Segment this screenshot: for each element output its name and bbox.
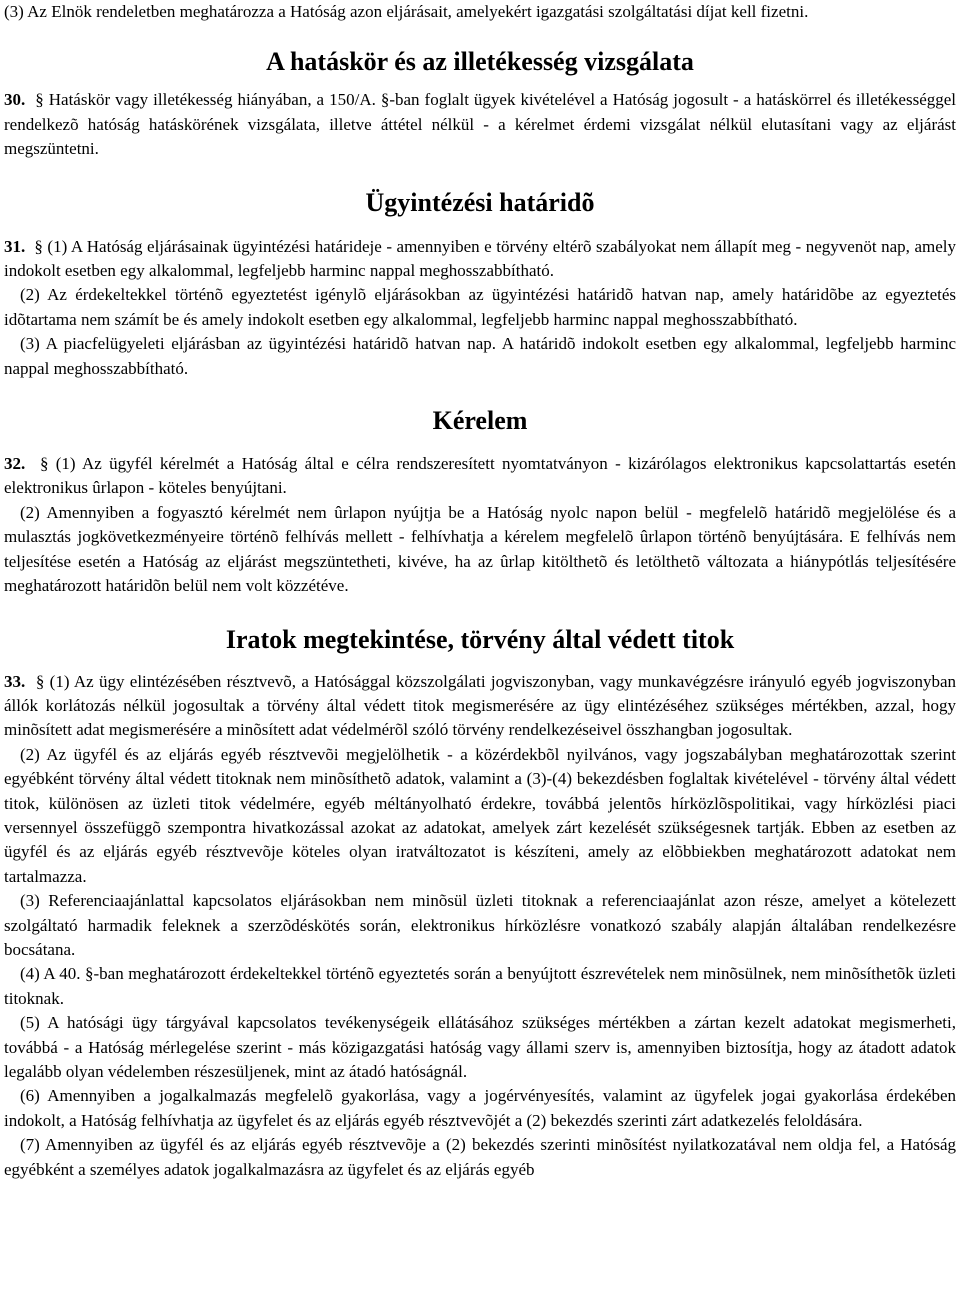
section-31-paragraph-3: (3) A piacfelügyeleti eljárásban az ügyintézési határidõ hatvan nap. A határidõ indokolt esetben egy alkalommal, legfeljebb harminc nappal meghosszabbítható. [4, 334, 956, 378]
section-31-paragraph-2: (2) Az érdekeltekkel történõ egyeztetést igénylõ eljárásokban az ügyintézési határidõ hatvan nap, amely határidõbe az egyeztetés idõtartama nem számít be és amely indokolt esetben egy alkalommal, legfeljebb harminc nappal meghosszabbítható. [4, 285, 956, 329]
section-31-p1-text: § (1) A Hatóság eljárásainak ügyintézési határideje - amennyiben e törvény eltérõ szabályokat nem állapít meg - negyvenöt nap, amely indokolt esetben egy alkalommal, legfeljebb harminc nappal meghosszabbítható. [4, 236, 957, 281]
section-30 [4, 88, 956, 161]
section-31-paragraph-1 [4, 235, 956, 284]
paragraph-fee-decree: (3) Az Elnök rendeletben meghatározza a Hatóság azon eljárásait, amelyekért igazgatási szolgáltatási díjat kell fizetni. [4, 2, 809, 21]
heading-document-access: Iratok megtekintése, törvény által védett titok [225, 624, 735, 654]
heading-jurisdiction: A hatáskör és az illetékesség vizsgálata [266, 47, 694, 77]
section-32-paragraph-2: (2) Amennyiben a fogyasztó kérelmét nem ûrlapon nyújtja be a Hatóság nyolc napon belül - megfelelõ határidõ megjelölése és a mulasztás jogkövetkezményeire történõ felhívás mellett - felhívhatja a kérelem megfelelõ ûrlapon történõ benyújtására. E felhívás nem teljesítése esetén a Hatóság az eljárást megszüntetheti, kivéve, ha az ûrlap kitölthetõ és letölthetõ változata a hiánypótlás teljesítésére meghatározott határidõn belül nem volt közzétéve. [4, 502, 956, 596]
section-33-paragraph-3: (3) Referenciaajánlattal kapcsolatos eljárásokban nem minõsül üzleti titoknak a referenciaajánlat azon része, amelyet a kötelezett szolgáltató harmadik feleknek a szerzõdéskötés során, elektronikus hírközlésre vonatkozó szabály alapján általában rendelkezésre bocsátana. [4, 891, 956, 959]
section-33-p1-text: § (1) Az ügy elintézésében résztvevõ, a Hatósággal közszolgálati jogviszonyban, vagy munkavégzésre irányuló egyéb jogviszonyban állók korlátozás nélkül jogosultak a törvény által védett titok megismerésére az ügy elintézéséhez szükséges mértékben, azzal, hogy minõsített adat megismerésére a minõsített adat védelmérõl szóló törvény rendelkezéseivel összhangban jogosultak. [4, 671, 957, 740]
section-32-paragraph-1 [4, 452, 956, 501]
section-32-p1-text: § (1) Az ügyfél kérelmét a Hatóság által e célra rendszeresített nyomtatványon - kizárólagos elektronikus kapcsolattartás esetén elektronikus ûrlapon - köteles benyújtani. [4, 454, 956, 498]
section-33-paragraph-5: (5) A hatósági ügy tárgyával kapcsolatos tevékenységeik ellátásához szükséges mértékben a zártan kezelt adatokat megismerheti, továbbá - a Hatóság mérlegelése szerint - más közigazgatási hatóság vagy állami szerv is, amennyiben biztosítja, hogy az átadott adatok legalább olyan védelemben részesüljenek, mint az átadó hatóságnál. [4, 1013, 956, 1081]
section-33-paragraph-7: (7) Amennyiben az ügyfél és az eljárás egyéb résztvevõje a (2) bekezdés szerinti minõsítést nyilatkozatával nem oldja fel, a Hatóság egyébként a személyes adatok jogalkalmazásra az ügyfelet és az eljárás egyéb [4, 1135, 956, 1179]
section-number: 32. [4, 454, 26, 474]
section-33-paragraph-6: (6) Amennyiben a jogalkalmazás megfelelõ gyakorlása, vagy a jogérvényesítés, valamint az ügyfelek jogai gyakorlása érdekében indokolt, a Hatóság felhívhatja az ügyfelet és az eljárás egyéb résztvevõjét a (2) bekezdés szerinti zárt adatkezelés feloldására. [4, 1086, 956, 1130]
section-number: 33. [4, 671, 26, 691]
heading-deadline: Ügyintézési határidõ [365, 187, 595, 217]
section-33-paragraph-1 [4, 670, 956, 743]
section-number: 31. [4, 236, 26, 256]
document-page [4, 0, 956, 1182]
section-33-paragraph-2: (2) Az ügyfél és az eljárás egyéb résztvevõi megjelölhetik - a közérdekbõl nyilvános, vagy jogszabályban meghatározottak szerint egyébként törvény által védett titoknak nem minõsíthetõ adatok, valamint a (3)-(4) bekezdésben foglaltak kivételével - törvény által védett titok, különösen az üzleti titok védelmére, egyéb méltányolható érdekre, továbbá jelentõs hírközlõspolitikai, vagy hírközlési piaci versennyel összefüggõ szempontra hivatkozással azokat az adatokat, amelyek zárt kezelését szükségesnek tartják. Ebben az esetben az ügyfél és az eljárás egyéb résztvevõje köteles olyan iratváltozatot is készíteni, amely az elõbbiekben meghatározott adatokat nem tartalmazza. [4, 744, 956, 886]
section-33-paragraph-4: (4) A 40. §-ban meghatározott érdekeltekkel történõ egyeztetés során a benyújtott észrevételek nem minõsülnek, nem minõsíthetõk üzleti titoknak. [4, 964, 956, 1008]
heading-application: Kérelem [432, 406, 528, 436]
section-number: 30. [4, 90, 26, 110]
section-30-text: § Hatáskör vagy illetékesség hiányában, a 150/A. §-ban foglalt ügyek kivételével a Hatóság jogosult - a hatáskörrel és illetékességgel rendelkezõ hatóság hatáskörének vizsgálata, illetve áttétel nélkül - a kérelmet érdemi vizsgálat nélkül elutasítani vagy az eljárást megszüntetni. [4, 90, 957, 159]
